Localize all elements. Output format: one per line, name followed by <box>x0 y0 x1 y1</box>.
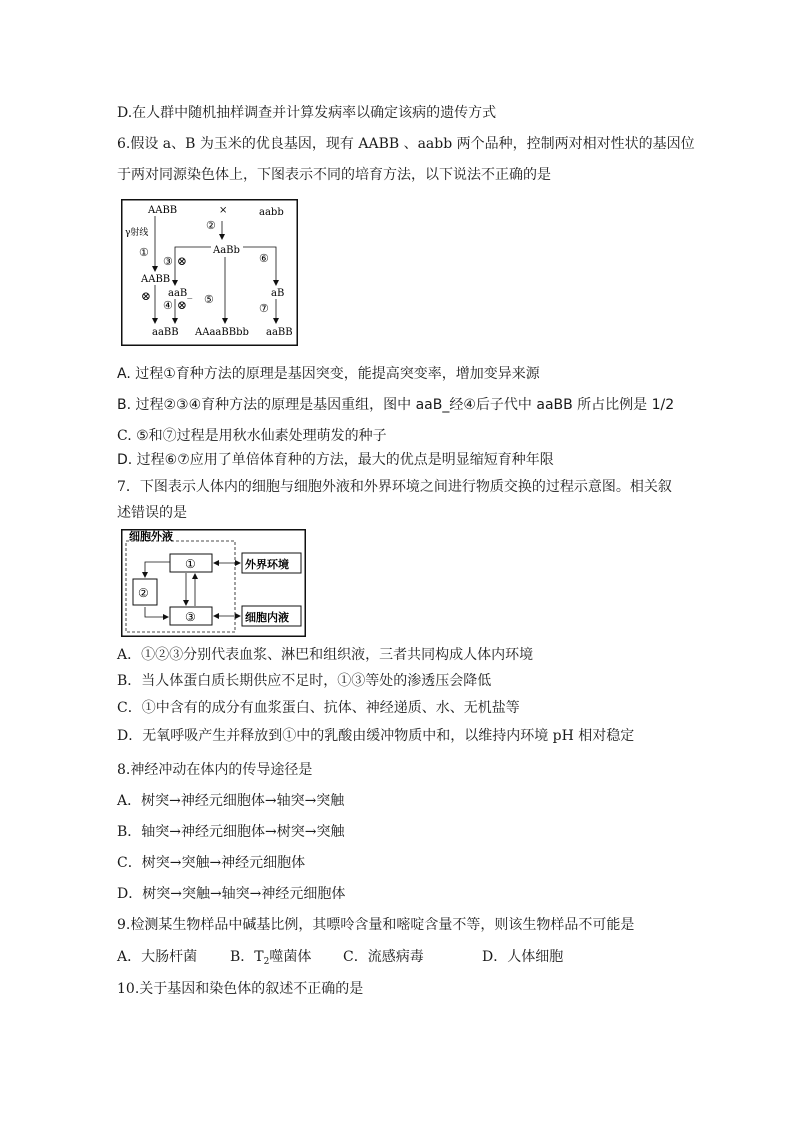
q9-option-b <box>230 948 311 971</box>
q9-stem: 9.检测某生物样品中碱基比例，其嘌呤含量和嘧啶含量不等，则该生物样品不可能是 <box>117 917 635 933</box>
gamma-ray-label: γ射线 <box>125 228 149 238</box>
gamete-ab: aB <box>271 288 285 299</box>
q10-stem: 10.关于基因和染色体的叙述不正确的是 <box>117 981 364 997</box>
q9-option-b-suffix: 噬菌体 <box>269 949 312 965</box>
q8-option-d: D．树突→突触→轴突→神经元细胞体 <box>117 886 346 902</box>
step-7-label: ⑦ <box>259 302 269 315</box>
step-5-label: ⑤ <box>204 293 214 306</box>
selfing-symbol-2: ⊗ <box>141 289 152 303</box>
q9-option-d: D．人体细胞 <box>482 949 564 965</box>
q8-option-c: C．树突→突触→神经元细胞体 <box>117 855 306 871</box>
arrow-1-to-2 <box>145 562 170 577</box>
step-6-label: ⑥ <box>259 252 269 265</box>
step-4-label: ④ <box>163 299 173 312</box>
body-fluid-diagram <box>121 529 306 637</box>
result-aabb-left: aaBB <box>152 327 179 338</box>
step-3-label: ③ <box>163 255 173 268</box>
external-environment-label: 外界环境 <box>245 558 289 571</box>
q6-option-b: B. 过程②③④育种方法的原理是基因重组，图中 aaB_经④后子代中 aaBB 所占比例是 1/2 <box>117 397 675 413</box>
q9-option-b-subscript: 2 <box>263 957 270 967</box>
q7-stem-line2: 述错误的是 <box>117 505 187 521</box>
result-aaaabbbb: AAaaBBbb <box>195 327 249 338</box>
q8-option-b: B．轴突→神经元细胞体→树突→突触 <box>117 824 345 840</box>
parent-aabb-lower: aabb <box>259 207 284 218</box>
intracellular-fluid-label: 细胞内液 <box>245 611 289 624</box>
box-3-label: ③ <box>185 610 196 624</box>
q6-stem-line1: 6.假设 a、B 为玉米的优良基因，现有 AABB 、aabb 两个品种，控制两对相对性状的基因位 <box>117 136 695 152</box>
mutant-aabb: AABB <box>141 274 171 285</box>
q9-option-b-prefix: B．T <box>230 949 264 965</box>
selfing-symbol-3: ⊗ <box>177 298 188 312</box>
step-1-label: ① <box>139 246 149 259</box>
q7-option-c: C．①中含有的成分有血浆蛋白、抗体、神经递质、水、无机盐等 <box>117 700 520 716</box>
q7-option-b: B．当人体蛋白质长期供应不足时，①③等处的渗透压会降低 <box>117 673 492 689</box>
q6-option-d: D. 过程⑥⑦应用了单倍体育种的方法，最大的优点是明显缩短育种年限 <box>117 452 554 468</box>
offspring-aab: aaB_ <box>168 288 193 299</box>
arrow-2-to-3 <box>145 607 168 617</box>
q8-stem: 8.神经冲动在体内的传导途径是 <box>117 762 313 778</box>
q5-option-d: D.在人群中随机抽样调查并计算发病率以确定该病的遗传方式 <box>117 105 497 121</box>
f1-aabb: AaBb <box>213 245 240 256</box>
q6-option-a: A. 过程①育种方法的原理是基因突变，能提高突变率，增加变异来源 <box>117 366 540 382</box>
q9-option-c: C．流感病毒 <box>343 949 424 965</box>
parent-aabb-upper: AABB <box>148 205 178 216</box>
q7-option-a: A．①②③分别代表血浆、淋巴和组织液，三者共同构成人体内环境 <box>117 647 534 663</box>
breeding-diagram <box>121 199 298 346</box>
q8-option-a: A．树突→神经元细胞体→轴突→突触 <box>117 793 345 809</box>
box-1-label: ① <box>185 557 196 571</box>
q6-stem-line2: 于两对同源染色体上，下图表示不同的培育方法，以下说法不正确的是 <box>117 167 551 183</box>
step-2-label: ② <box>206 219 216 232</box>
q9-option-a: A．大肠杆菌 <box>117 949 198 965</box>
extracellular-fluid-title: 细胞外液 <box>129 530 173 543</box>
q7-stem-line1: 7．下图表示人体内的细胞与细胞外液和外界环境之间进行物质交换的过程示意图。相关叙 <box>117 479 672 495</box>
box-2-label: ② <box>138 586 149 600</box>
q6-option-c: C. ⑤和⑦过程是用秋水仙素处理萌发的种子 <box>117 428 387 444</box>
cross-symbol: × <box>219 205 228 216</box>
result-aabb-right: aaBB <box>266 327 293 338</box>
q7-option-d: D．无氧呼吸产生并释放到①中的乳酸由缓冲物质中和，以维持内环境 pH 相对稳定 <box>117 728 635 744</box>
selfing-symbol-1: ⊗ <box>177 254 188 268</box>
